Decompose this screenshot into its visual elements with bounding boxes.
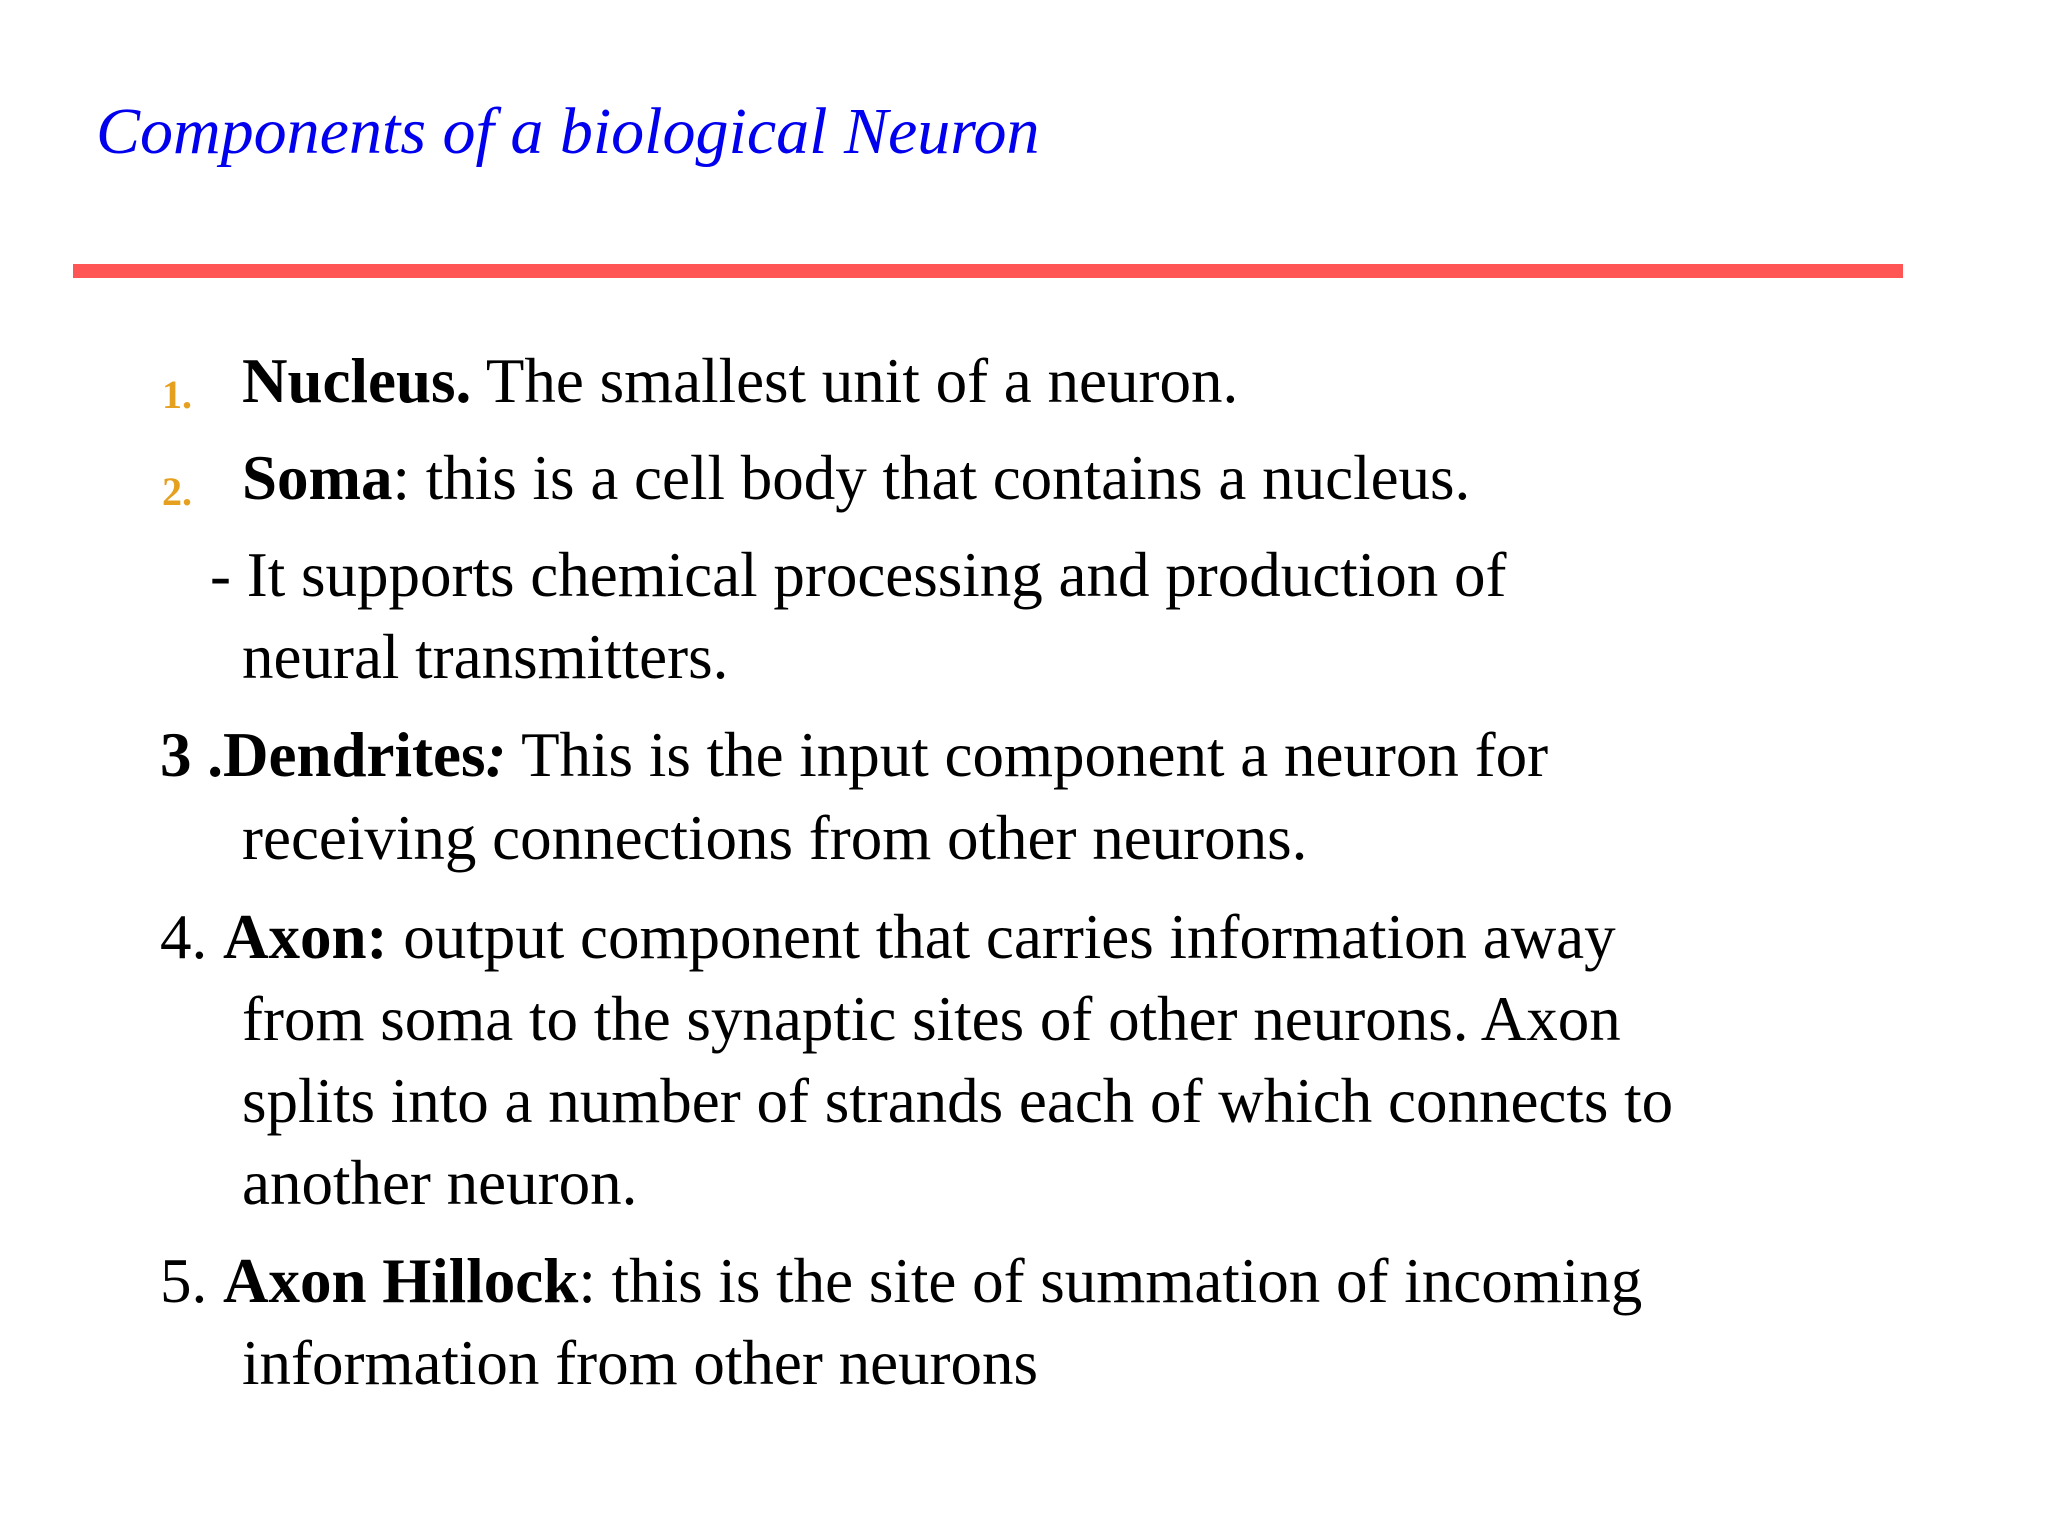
term-colon: : <box>485 720 507 790</box>
axon-line-3: splits into a number of strands each of which connects to <box>242 1066 1674 1136</box>
definition-nucleus: The smallest unit of a neuron. <box>471 346 1239 416</box>
slide-title: Components of a biological Neuron <box>96 95 1040 168</box>
soma-sub-line-2: neural transmitters. <box>242 622 729 692</box>
definition-soma: : this is a cell body that contains a nucleus. <box>392 443 1471 513</box>
list-item-dendrites <box>160 714 1548 796</box>
axon-hillock-line-2: information from other neurons <box>242 1328 1039 1398</box>
list-number: 4. <box>160 902 223 972</box>
list-item-axon-hillock <box>160 1240 1642 1322</box>
definition-axon-hillock: : this is the site of summation of incoming <box>578 1246 1643 1316</box>
list-number: 5. <box>160 1246 223 1316</box>
list-number: 3 . <box>160 720 223 790</box>
list-number: 1. <box>162 372 192 417</box>
dendrites-line-2: receiving connections from other neurons. <box>242 803 1308 873</box>
term-soma: Soma <box>242 443 393 513</box>
term-axon: Axon: <box>223 902 388 972</box>
title-divider <box>73 264 1903 278</box>
definition-axon: output component that carries information away <box>387 902 1616 972</box>
term-axon-hillock: Axon Hillock <box>223 1246 579 1316</box>
list-item-axon <box>160 896 1616 978</box>
soma-sub-line-1: - It supports chemical processing and production of <box>210 540 1507 610</box>
list-number: 2. <box>162 469 192 514</box>
axon-line-2: from soma to the synaptic sites of other neurons. Axon <box>242 984 1621 1054</box>
definition-dendrites: This is the input component a neuron for <box>506 720 1549 790</box>
term-nucleus: Nucleus. <box>242 346 472 416</box>
axon-line-4: another neuron. <box>242 1148 638 1218</box>
term-dendrites: Dendrites <box>223 720 486 790</box>
